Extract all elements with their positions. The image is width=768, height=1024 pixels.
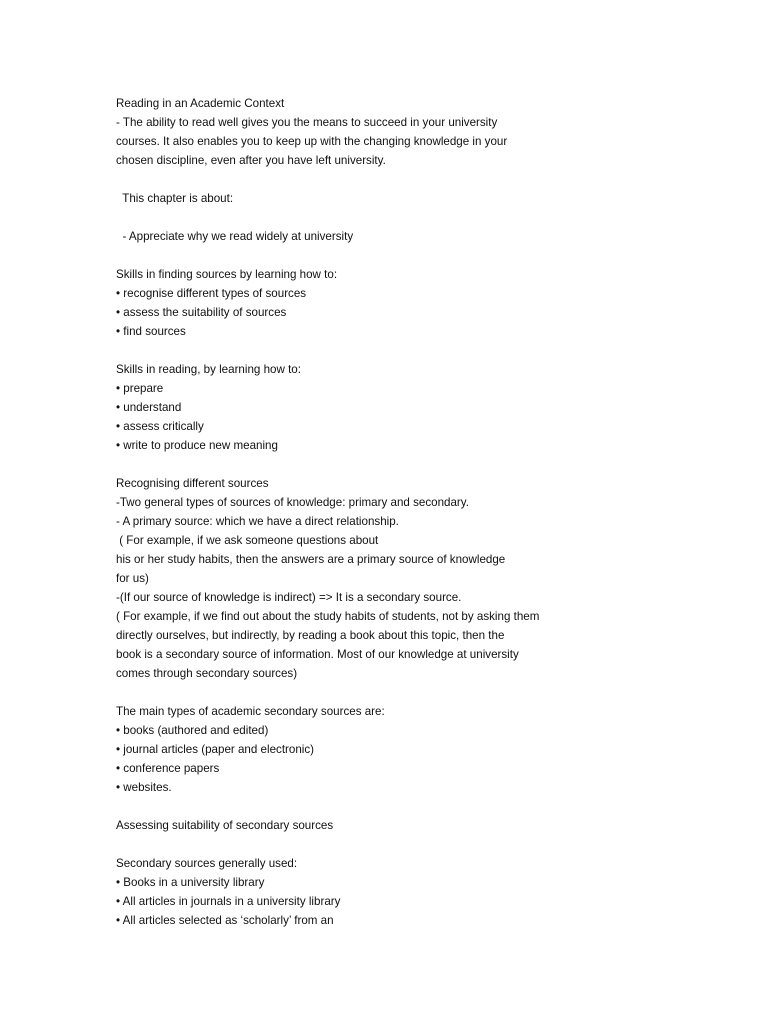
- text-line: courses. It also enables you to keep up with the changing knowledge in your: [116, 135, 508, 148]
- bullet-item: • books (authored and edited): [116, 724, 269, 737]
- text-line: ( For example, if we find out about the study habits of students, not by asking them: [116, 610, 540, 623]
- section-heading: Assessing suitability of secondary sources: [116, 819, 334, 832]
- text-line: This chapter is about:: [116, 192, 234, 205]
- text-line: directly ourselves, but indirectly, by reading a book about this topic, then the: [116, 629, 505, 642]
- bullet-item: • assess critically: [116, 420, 204, 433]
- bullet-item: • assess the suitability of sources: [116, 306, 287, 319]
- bullet-item: • find sources: [116, 325, 186, 338]
- bullet-item: • recognise different types of sources: [116, 287, 307, 300]
- blank-line: [116, 208, 716, 227]
- section-heading: Secondary sources generally used:: [116, 857, 298, 870]
- text-line: - A primary source: which we have a direct relationship.: [116, 515, 399, 528]
- text-line: book is a secondary source of information. Most of our knowledge at university: [116, 648, 519, 661]
- bullet-item: • understand: [116, 401, 182, 414]
- bullet-item: • journal articles (paper and electronic): [116, 743, 315, 756]
- bullet-item: • All articles selected as ‘scholarly’ from an: [116, 914, 334, 927]
- blank-line: [116, 170, 716, 189]
- section-heading: The main types of academic secondary sources are:: [116, 705, 385, 718]
- text-line: his or her study habits, then the answers are a primary source of knowledge: [116, 553, 506, 566]
- blank-line: [116, 455, 716, 474]
- section-heading: Skills in finding sources by learning how to:: [116, 268, 338, 281]
- section-heading: Skills in reading, by learning how to:: [116, 363, 301, 376]
- blank-line: [116, 246, 716, 265]
- bullet-item: • write to produce new meaning: [116, 439, 278, 452]
- text-line: chosen discipline, even after you have left university.: [116, 154, 386, 167]
- bullet-item: • websites.: [116, 781, 172, 794]
- text-line: -(If our source of knowledge is indirect) => It is a secondary source.: [116, 591, 462, 604]
- text-line: comes through secondary sources): [116, 667, 298, 680]
- blank-line: [116, 835, 716, 854]
- bullet-item: • conference papers: [116, 762, 220, 775]
- text-line: - The ability to read well gives you the means to succeed in your university: [116, 116, 498, 129]
- text-line: - Appreciate why we read widely at university: [116, 230, 354, 243]
- blank-line: [116, 683, 716, 702]
- blank-line: [116, 341, 716, 360]
- blank-line: [116, 797, 716, 816]
- bullet-item: • prepare: [116, 382, 164, 395]
- document-page: [116, 94, 716, 930]
- text-line: -Two general types of sources of knowledge: primary and secondary.: [116, 496, 469, 509]
- text-line: ( For example, if we ask someone questions about: [116, 534, 379, 547]
- text-line: for us): [116, 572, 149, 585]
- section-heading: Recognising different sources: [116, 477, 269, 490]
- bullet-item: • All articles in journals in a university library: [116, 895, 341, 908]
- document-title: Reading in an Academic Context: [116, 97, 285, 110]
- bullet-item: • Books in a university library: [116, 876, 265, 889]
